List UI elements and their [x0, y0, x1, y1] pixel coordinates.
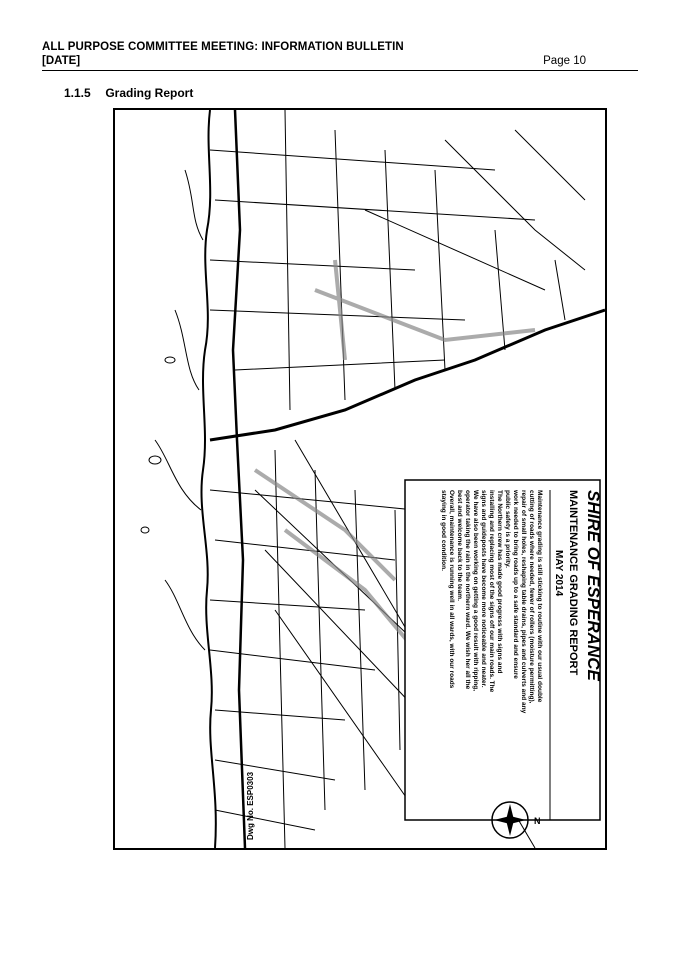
grading-report-map [113, 108, 607, 850]
note-line: public safety is a priority. [504, 490, 511, 568]
note-line: work needed to bring roads up to a safe standard and ensure [512, 490, 519, 679]
note-line: repair of small holes, reshaping table drains, pipes and culverts and any [520, 490, 527, 714]
coastline [201, 110, 215, 848]
note-line: signs and guideposts have become more noticeable and neater. [480, 490, 487, 688]
note-line: Maintenance grading is still sticking to routine with our usual double [536, 490, 543, 703]
note-line: staying in good condition. [440, 490, 447, 571]
page-number: Page 10 [543, 55, 586, 67]
main-highway [210, 310, 605, 440]
notes-text [440, 489, 543, 714]
section-title: Grading Report [105, 86, 194, 100]
note-line: We have also been working on getting a good result with ripping, [472, 490, 479, 692]
note-line: operator taking the rain in the northern ward. We wish her all the [464, 490, 471, 690]
page-header [42, 40, 638, 68]
map-subtitle: MAINTENANCE GRADING REPORT [567, 490, 579, 676]
header-row [42, 54, 638, 68]
north-south-road [233, 110, 245, 848]
coastline-detail [155, 170, 205, 650]
drawing-number-block [246, 771, 255, 840]
map-date: MAY 2014 [553, 550, 564, 597]
note-line: best and welcome back to the team. [456, 490, 463, 601]
compass-label: N [534, 816, 541, 826]
bulletin-title: ALL PURPOSE COMMITTEE MEETING: INFORMATION BULLETIN [42, 41, 404, 53]
drawing-number: Dwg No. ESP0303 [246, 771, 255, 840]
map-title: SHIRE OF ESPERANCE [584, 490, 603, 681]
note-line: installing and replacing most of the signs off our main roads. The [488, 490, 495, 693]
note-line: The Northern crew has made good progress with signs and [496, 490, 503, 674]
bulletin-date: [DATE] [42, 55, 81, 67]
header-divider [42, 70, 638, 71]
note-line: cutting of roads where needed, fewer of rollers (moisture permitting), [528, 490, 535, 704]
section-heading [64, 86, 193, 100]
road-map-drawing [115, 110, 605, 848]
section-number: 1.1.5 [64, 86, 91, 100]
note-line: Overall, maintenance is running well in all wards, with our roads [448, 490, 455, 689]
